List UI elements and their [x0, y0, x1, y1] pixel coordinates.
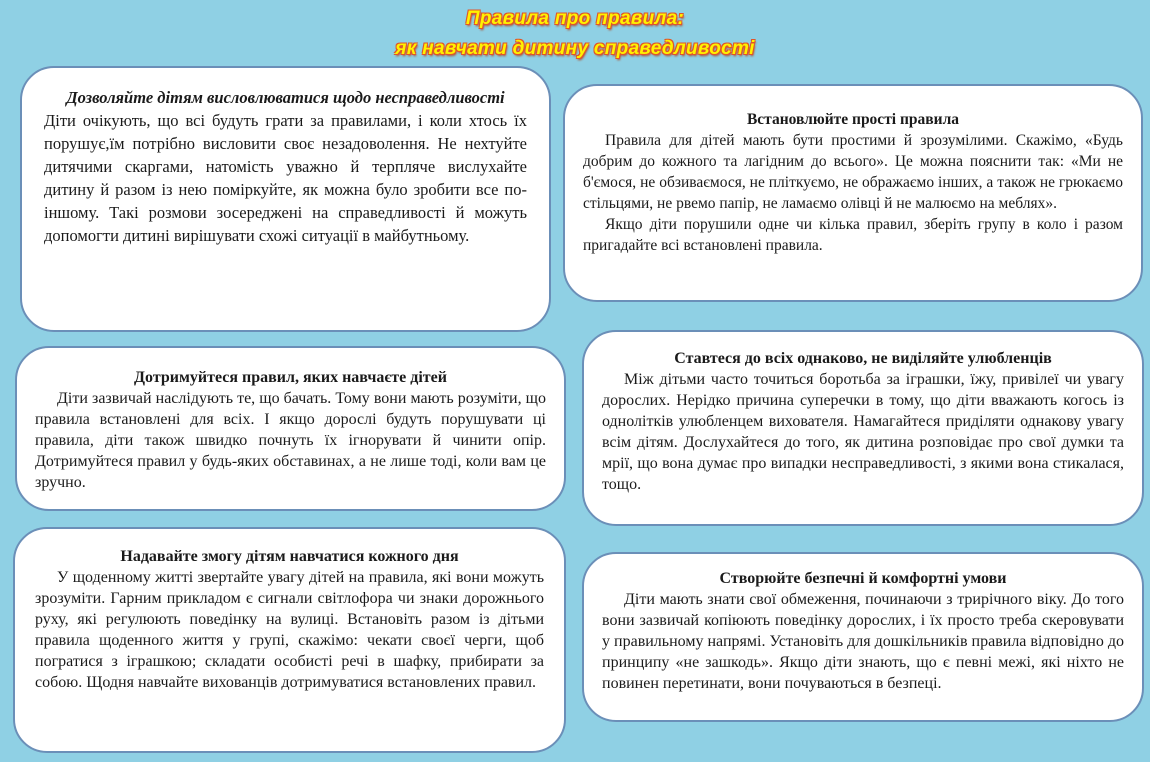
card-text: Між дітьми часто точиться боротьба за іграшки, їжу, привілеї чи увагу дорослих. Нерідко причина суперечки в тому, що діти вважають когось із однолітків улюбленцем вихователя. Намагайтеся приділяти однакову увагу всім дітям. Дослухайтеся до того, як дитина розповідає про свої думки та мрії, що вона думає про випадки несправедливості, з якими вона стикалася, тощо. — [602, 371, 1124, 493]
card-follow-rules — [15, 346, 566, 511]
card-simple-rules — [563, 84, 1143, 302]
card-safe-conditions — [582, 552, 1144, 722]
card-text: Правила для дітей мають бути простими й зрозумілими. Скажімо, «Будь добрим до кожного та лагідним до всього». Це можна пояснити так: «Ми не б'ємося, не обзиваємося, не пліткуємо, не ображаємо інших, а також не грюкаємо стільцями, не рвемо папір, не ламаємо олівці й не малюємо на меблях». — [583, 132, 1123, 212]
card-voice-unfairness — [20, 66, 551, 332]
card-text: Діти зазвичай наслідують те, що бачать. Тому вони мають розуміти, що правила встановлені для всіх. І якщо дорослі будуть порушувати ці правила, діти також швидко почнуть їх ігнорувати й чинити опір. Дотримуйтеся правил у будь-яких обставинах, а не лише тоді, коли вам це зручно. — [35, 390, 546, 491]
card-heading: Дотримуйтеся правил, яких навчаєте дітей — [134, 369, 447, 386]
card-heading: Встановлюйте прості правила — [746, 111, 960, 128]
card-heading: Створюйте безпечні й комфортні умови — [719, 570, 1007, 587]
card-heading: Надавайте змогу дітям навчатися кожного дня — [120, 548, 459, 565]
card-text: Якщо діти порушили одне чи кілька правил, зберіть групу в коло і разом пригадайте всі встановлені правила. — [583, 216, 1123, 254]
card-treat-equally — [582, 330, 1144, 526]
card-daily-learning — [13, 527, 566, 753]
page-title-line-2: як навчати дитину справедливості — [395, 38, 755, 59]
card-heading: Ставтеся до всіх однаково, не виділяйте улюбленців — [674, 350, 1052, 367]
card-text: Діти мають знати свої обмеження, починаючи з трирічного віку. До того вони зазвичай копіюють поведінку дорослих, і їх просто треба скеровувати у правильному напрямі. Установіть для дошкільників правила відповідно до принципу «не зашкодь». Якщо діти знають, що є певні межі, які ніхто не повинен перетинати, вони почуваються в безпеці. — [602, 591, 1124, 692]
card-text: Діти очікують, що всі будуть грати за правилами, і коли хтось їх порушує,їм потрібно висловити своє незадоволення. Не нехтуйте дитячими скаргами, натомість уважно й терпляче вислухайте дитину й разом із нею поміркуйте, як можна було зробити все по-іншому. Такі розмови зосереджені на справедливості й можуть допомогти дитині вирішувати схожі ситуації в майбутньому. — [44, 111, 527, 245]
card-heading: Дозволяйте дітям висловлюватися щодо несправедливості — [66, 88, 505, 107]
page-title-line-1: Правила про правила: — [465, 8, 685, 29]
card-text: У щоденному житті звертайте увагу дітей на правила, які вони можуть зрозуміти. Гарним прикладом є сигнали світлофора чи знаки дорожнього руху, які регулюють поведінку на вулиці. Встановіть разом із дітьми правила щоденного життя у групі, скажімо: чекати своєї черги, щоб погратися з іграшкою; складати особисті речі в шафку, прибирати за собою. Щодня навчайте вихованців дотримуватися встановлених правил. — [35, 569, 544, 691]
